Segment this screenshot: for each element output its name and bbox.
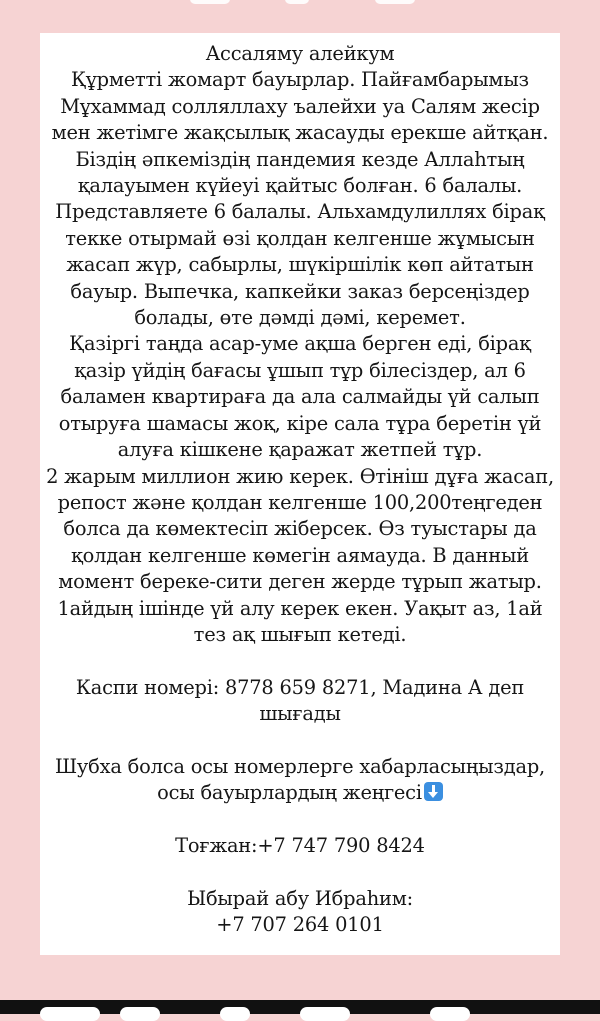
- text-line: Ассаляму алейкум: [205, 42, 395, 65]
- blank-line: [46, 728, 554, 754]
- text-line: момент береке-сити деген жерде тұрып жатыр.: [58, 570, 542, 594]
- contact-relation-line: [46, 780, 554, 806]
- cropped-shape: [285, 0, 309, 4]
- top-cropped-marks: [0, 0, 600, 6]
- contact-togzhan: Тоғжан:+7 747 790 8424: [175, 834, 425, 858]
- text-line: баламен квартираға да ала салмайды үй салып: [60, 385, 540, 409]
- text-line: болады, өте дәмді дәмі, керемет.: [134, 306, 466, 330]
- text-line: алуға кішкене қаражат жетпей тұр.: [117, 438, 483, 462]
- kaspi-name-line: шығады: [259, 702, 341, 726]
- text-line: Представляете 6 балалы. Альхамдулиллях бірақ: [55, 200, 545, 224]
- post-text: [46, 41, 554, 939]
- text-line: мен жетімге жақсылық жасауды ерекше айтқан.: [51, 121, 549, 145]
- cropped-shape: [120, 1007, 160, 1021]
- cropped-shape: [375, 0, 415, 4]
- bottom-overlay-bar: [0, 1000, 600, 1014]
- text-line: бауыр. Выпечка, капкейки заказ берсеңіздер: [70, 279, 530, 303]
- text-line: болса да көмектесіп жіберсек. Өз туыстары да: [63, 517, 537, 541]
- text-line: 1айдың ішінде үй алу керек екен. Уақыт аз, 1ай: [57, 596, 543, 620]
- cropped-shape: [430, 1007, 470, 1021]
- text-line: Біздің әпкеміздің пандемия кезде Аллаһтың: [75, 147, 525, 171]
- text-line: тез ақ шығып кетеді.: [193, 622, 407, 646]
- blank-line: [46, 860, 554, 886]
- contact-ybyray-name: Ыбырай абу Ибраһим:: [187, 886, 413, 910]
- cropped-shape: [220, 1007, 250, 1021]
- blank-line: [46, 648, 554, 674]
- text-line: репост және қолдан келгенше 100,200теңгеден: [57, 490, 543, 514]
- post-card: [40, 33, 560, 955]
- arrow-down-emoji-icon: [424, 782, 443, 801]
- text-line: қолдан келгенше көмегін аямауда. В данный: [71, 543, 529, 567]
- contact-ybyray-phone: +7 707 264 0101: [216, 913, 384, 937]
- blank-line: [46, 807, 554, 833]
- contact-intro-line: Шубха болса осы номерлерге хабарласыңыздар,: [54, 754, 546, 778]
- contact-relation-text: осы бауырлардың жеңгесі: [157, 781, 422, 805]
- text-line: Мұхаммад солляллаху ъалейхи уа Салям жесір: [60, 94, 540, 118]
- cropped-shape: [190, 0, 230, 4]
- text-line: Құрметті жомарт бауырлар. Пайғамбарымыз: [71, 68, 529, 92]
- text-line: 2 жарым миллион жию керек. Өтініш дұға жасап,: [46, 464, 554, 488]
- text-line: отыруға шамасы жоқ, кіре сала тұра беретін үй: [58, 411, 542, 435]
- cropped-shape: [40, 1007, 100, 1021]
- text-line: текке отырмай өзі қолдан келгенше жұмысын: [65, 226, 535, 250]
- kaspi-number-line: Каспи номері: 8778 659 8271, Мадина А деп: [75, 675, 525, 699]
- cropped-shape: [300, 1007, 350, 1021]
- text-line: жасап жүр, сабырлы, шүкіршілік көп айтатын: [66, 253, 534, 277]
- text-line: қалауымен күйеуі қайтыс болған. 6 балалы.: [77, 174, 523, 198]
- text-line: Қазіргі таңда асар-уме ақша берген еді, бірақ: [69, 332, 531, 356]
- text-line: қазір үйдің бағасы ұшып тұр білесіздер, ал 6: [74, 358, 526, 382]
